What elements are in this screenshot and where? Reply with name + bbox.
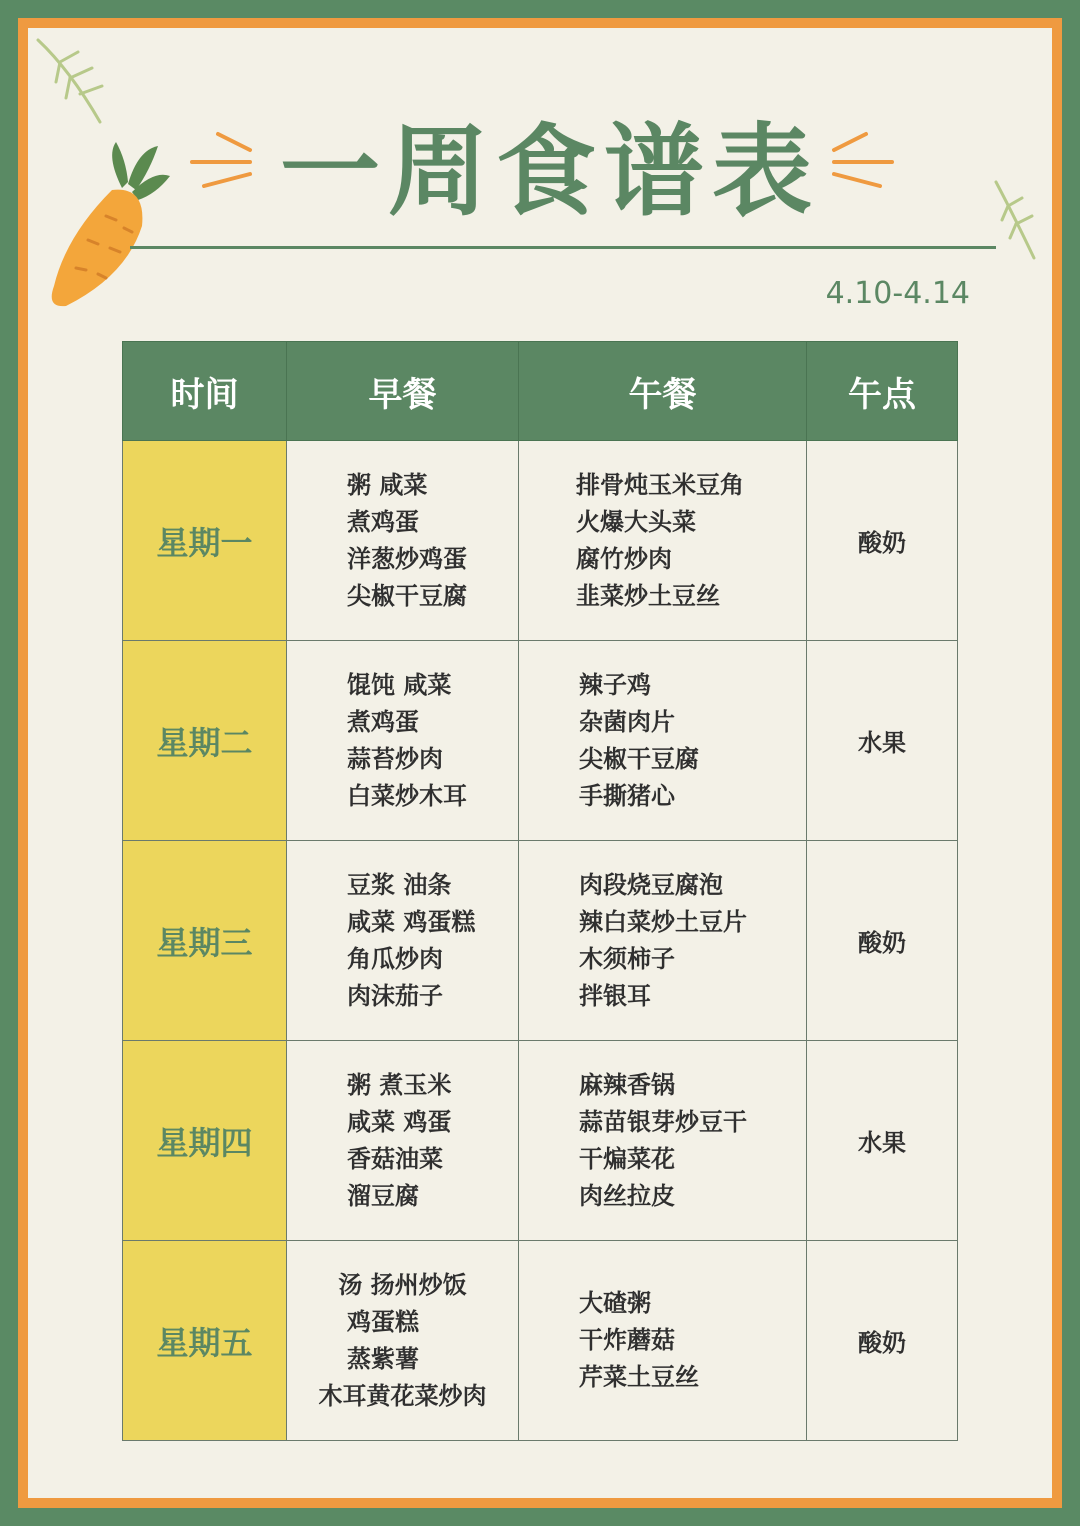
table-header-row	[123, 342, 958, 441]
dish: 排骨炖玉米豆角	[576, 470, 744, 499]
dish: 蒸紫薯	[347, 1344, 419, 1373]
table-row	[123, 1241, 958, 1441]
dish: 煮鸡蛋	[347, 507, 419, 536]
header-breakfast: 早餐	[287, 342, 519, 441]
dish: 馄饨 咸菜	[347, 670, 452, 699]
lunch-cell	[519, 1241, 807, 1441]
day-cell: 星期三	[123, 841, 287, 1041]
dish: 手撕猪心	[579, 781, 675, 810]
header-snack: 午点	[807, 342, 958, 441]
title-underline	[130, 246, 996, 249]
dish: 杂菌肉片	[579, 707, 675, 736]
dish: 白菜炒木耳	[347, 781, 467, 810]
table-row	[123, 441, 958, 641]
dish: 韭菜炒土豆丝	[576, 581, 720, 610]
dish: 豆浆 油条	[347, 870, 452, 899]
dish: 粥 煮玉米	[347, 1070, 452, 1099]
snack-cell: 水果	[807, 1041, 958, 1241]
snack-cell: 酸奶	[807, 841, 958, 1041]
dish: 干炸蘑菇	[579, 1326, 675, 1354]
dish: 角瓜炒肉	[347, 944, 443, 973]
sprig-icon	[990, 176, 1046, 266]
dish: 洋葱炒鸡蛋	[347, 544, 467, 573]
dish: 汤 扬州炒饭	[338, 1270, 467, 1299]
sparkle-lines-icon	[826, 126, 896, 196]
dish: 粥 咸菜	[347, 470, 428, 499]
breakfast-cell	[287, 841, 519, 1041]
day-cell: 星期五	[123, 1241, 287, 1441]
dish: 鸡蛋糕	[347, 1307, 419, 1336]
dish: 麻辣香锅	[579, 1070, 675, 1099]
dish: 辣白菜炒土豆片	[579, 907, 747, 936]
breakfast-cell	[287, 441, 519, 641]
breakfast-cell	[287, 641, 519, 841]
table-row	[123, 1041, 958, 1241]
dish: 尖椒干豆腐	[579, 744, 699, 773]
day-cell: 星期一	[123, 441, 287, 641]
date-range: 4.10-4.14	[825, 276, 970, 311]
sparkle-lines-icon	[188, 126, 258, 196]
dish: 香菇油菜	[347, 1144, 443, 1173]
day-cell: 星期四	[123, 1041, 287, 1241]
dish: 咸菜 鸡蛋	[347, 1107, 452, 1136]
dish: 芹菜土豆丝	[579, 1363, 699, 1391]
dish: 辣子鸡	[579, 670, 651, 699]
day-cell: 星期二	[123, 641, 287, 841]
dish: 蒜苔炒肉	[347, 744, 443, 773]
dish: 煮鸡蛋	[347, 707, 419, 736]
page-title: 一周食谱表	[280, 113, 820, 230]
header-time: 时间	[123, 342, 287, 441]
dish: 腐竹炒肉	[576, 544, 672, 573]
table-row	[123, 641, 958, 841]
lunch-cell	[519, 441, 807, 641]
dish: 尖椒干豆腐	[347, 581, 467, 610]
lunch-cell	[519, 641, 807, 841]
dish: 蒜苗银芽炒豆干	[579, 1107, 747, 1136]
dish: 木耳黄花菜炒肉	[318, 1381, 487, 1410]
sprig-icon	[30, 30, 120, 130]
weekly-menu-table	[122, 341, 958, 1441]
carrot-icon	[46, 136, 176, 316]
snack-cell: 水果	[807, 641, 958, 841]
snack-cell: 酸奶	[807, 441, 958, 641]
breakfast-cell	[287, 1241, 519, 1441]
dish: 拌银耳	[579, 981, 651, 1010]
dish: 溜豆腐	[347, 1181, 419, 1210]
lunch-cell	[519, 841, 807, 1041]
breakfast-cell	[287, 1041, 519, 1241]
table-row	[123, 841, 958, 1041]
dish: 肉丝拉皮	[579, 1181, 675, 1210]
dish: 肉沫茄子	[347, 981, 443, 1010]
snack-cell: 酸奶	[807, 1241, 958, 1441]
header-lunch: 午餐	[519, 342, 807, 441]
dish: 咸菜 鸡蛋糕	[347, 907, 476, 936]
dish: 肉段烧豆腐泡	[579, 870, 723, 899]
dish: 火爆大头菜	[576, 507, 696, 536]
dish: 木须柿子	[579, 944, 675, 973]
lunch-cell	[519, 1041, 807, 1241]
dish: 干煸菜花	[579, 1144, 675, 1173]
dish: 大碴粥	[579, 1289, 651, 1317]
